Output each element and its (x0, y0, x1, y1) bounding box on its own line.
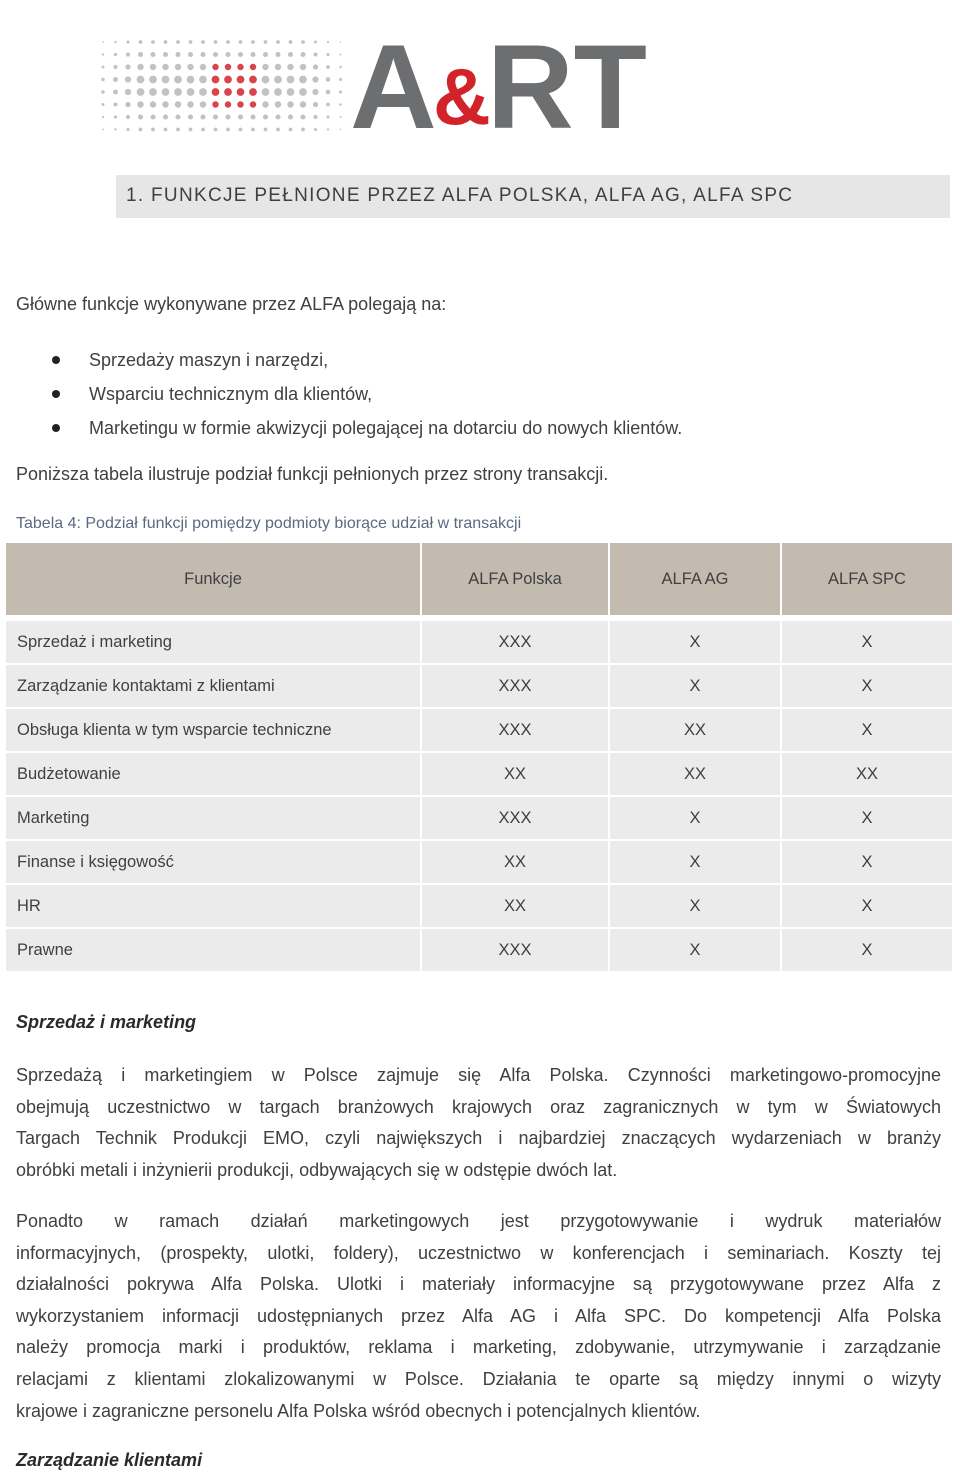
responsibility-cell: X (781, 664, 953, 708)
table-row (5, 708, 953, 752)
logo-dot (126, 52, 130, 56)
table-body (5, 616, 953, 972)
company-logo (95, 20, 647, 154)
logo-dot (264, 128, 268, 132)
logo-dot (189, 128, 193, 132)
function-name-cell: Sprzedaż i marketing (5, 620, 421, 664)
logo-dot (137, 88, 145, 96)
logo-dot (300, 101, 306, 107)
functions-table (4, 541, 954, 973)
logo-dot (339, 78, 342, 81)
responsibility-cell: X (609, 796, 781, 840)
intro-text: Główne funkcje wykonywane przez ALFA polegają na: (16, 294, 447, 314)
table-row (5, 884, 953, 928)
responsibility-cell: X (609, 840, 781, 884)
logo-dot (187, 101, 193, 107)
logo-dot (237, 88, 245, 96)
logo-dot (263, 114, 268, 119)
logo-dot (262, 76, 270, 84)
column-header: ALFA SPC (781, 542, 953, 616)
logo-dot (162, 101, 168, 107)
logo-dot (213, 52, 218, 57)
logo-dot (327, 41, 329, 43)
responsibility-cell: XXX (421, 796, 609, 840)
logo-dot (125, 76, 131, 82)
logo-dot (250, 52, 255, 57)
logo-dot (237, 64, 243, 70)
responsibility-cell: X (781, 708, 953, 752)
logo-dot (264, 40, 268, 44)
logo-dot (225, 64, 231, 70)
section-title-client-management: Zarządzanie klientami (16, 1450, 203, 1470)
logo-dot (340, 129, 342, 131)
logo-dot (339, 116, 341, 118)
logo-dot (276, 128, 280, 132)
logo-dot (101, 90, 104, 93)
responsibility-cell: X (781, 620, 953, 664)
logo-dot (314, 40, 317, 43)
logo-dot (299, 88, 307, 96)
logo-dot (126, 128, 129, 131)
logo-dot (137, 101, 143, 107)
function-name-cell: Zarządzanie kontaktami z klientami (5, 664, 421, 708)
logo-dot (289, 40, 293, 44)
logo-dot (164, 40, 168, 44)
bullet-icon (52, 356, 60, 364)
responsibility-cell: XX (609, 752, 781, 796)
logo-dot (126, 115, 130, 119)
logo-dot (251, 40, 255, 44)
table-row (5, 928, 953, 972)
function-name-cell: HR (5, 884, 421, 928)
logo-dot (263, 52, 268, 57)
logo-dot (176, 40, 180, 44)
logo-dot (262, 64, 268, 70)
logo-dot (238, 114, 243, 119)
logo-dot (224, 76, 232, 84)
logo-dot (102, 53, 104, 55)
logo-dot (113, 77, 118, 82)
logo-dot (224, 88, 232, 96)
logo-dot (250, 64, 256, 70)
logo-dot (113, 65, 117, 69)
logo-dot (313, 115, 317, 119)
responsibility-cell: XXX (421, 620, 609, 664)
responsibility-cell: X (781, 796, 953, 840)
responsibility-cell: X (781, 884, 953, 928)
logo-dot (102, 41, 104, 43)
logo-dot (326, 90, 331, 95)
logo-dot (250, 114, 255, 119)
responsibility-cell: X (781, 928, 953, 972)
logo-dot (300, 52, 305, 57)
logo-dot (212, 101, 218, 107)
logo-dot (187, 88, 195, 96)
column-header: ALFA Polska (421, 542, 609, 616)
logo-dot (288, 114, 293, 119)
logo-dot (163, 52, 168, 57)
logo-dot (150, 52, 155, 57)
logo-dot (174, 76, 182, 84)
table-row (5, 840, 953, 884)
logo-dot (225, 52, 230, 57)
logo-dot (313, 64, 318, 69)
function-name-cell: Budżetowanie (5, 752, 421, 796)
logo-dot (299, 76, 307, 84)
section-heading: 1. FUNKCJE PEŁNIONE PRZEZ ALFA POLSKA, ALFA AG, ALFA SPC (126, 185, 794, 206)
logo-dot (102, 116, 104, 118)
logo-dot (149, 88, 157, 96)
table-caption: Tabela 4: Podział funkcji pomiędzy podmioty biorące udział w transakcji (16, 515, 522, 532)
logo-dot (125, 64, 130, 69)
logo-dot-pattern (101, 40, 342, 131)
logo-dot (300, 114, 305, 119)
table-row (5, 796, 953, 840)
logo-dot (150, 101, 156, 107)
logo-dot (114, 128, 116, 130)
logo-dot (151, 128, 155, 132)
logo-dot (339, 53, 341, 55)
logo-dot (339, 103, 342, 106)
logo-dot (326, 103, 330, 107)
logo-dot (326, 65, 330, 69)
logo-dot (212, 64, 218, 70)
logo-dot (312, 76, 318, 82)
logo-dot (200, 64, 206, 70)
logo-letter-a: A (350, 20, 437, 154)
logo-dot (125, 89, 131, 95)
logo-dot (200, 114, 205, 119)
logo-dot (139, 40, 143, 44)
responsibility-cell: XX (421, 884, 609, 928)
functions-bullet-list (52, 343, 682, 445)
logo-dot (287, 76, 295, 84)
bullet-icon (52, 424, 60, 432)
section-heading-bar (116, 175, 950, 218)
list-item: Wsparciu technicznym dla klientów, (52, 377, 682, 411)
logo-dot (174, 88, 182, 96)
logo-dot (175, 64, 181, 70)
logo-dot (114, 53, 117, 56)
logo-dot (199, 88, 207, 96)
logo-dot (102, 129, 104, 131)
logo-dot (175, 52, 180, 57)
responsibility-cell: XX (421, 752, 609, 796)
logo-dot (301, 128, 305, 132)
logo-dot (237, 76, 245, 84)
logo-dot (139, 128, 143, 132)
logo-dot (126, 40, 129, 43)
logo-dot (150, 114, 155, 119)
logo-dot (102, 66, 105, 69)
logo-letters-rt: RT (487, 20, 647, 154)
logo-dot (214, 40, 218, 44)
logo-dot (213, 114, 218, 119)
logo-dot (125, 102, 130, 107)
logo-dot (300, 64, 306, 70)
logo-dot (137, 76, 145, 84)
logo-dot (275, 52, 280, 57)
logo-dot (114, 115, 117, 118)
logo-dot (137, 64, 143, 70)
logo-dot (201, 40, 205, 44)
logo-dot (199, 76, 207, 84)
logo-dot (249, 88, 257, 96)
responsibility-cell: XX (781, 752, 953, 796)
logo-dot (150, 64, 156, 70)
logo-dot (238, 52, 243, 57)
function-name-cell: Prawne (5, 928, 421, 972)
logo-dot (262, 101, 268, 107)
function-name-cell: Finanse i księgowość (5, 840, 421, 884)
logo-dot (162, 64, 168, 70)
logo-dot (114, 41, 116, 43)
logo-dot (274, 88, 282, 96)
logo-dot (138, 114, 143, 119)
logo-dot (226, 40, 230, 44)
logo-dot (187, 76, 195, 84)
paragraph-sales-1: Sprzedażą i marketingiem w Polsce zajmuje się Alfa Polska. Czynności marketingowo-promocyjne obejmują uczestnictwo w targach branżowych krajowych oraz zagranicznych w tym w Światowych Targach Technik Produkcji EMO, czyli największych i najbardziej znaczących wydarzeniach w branży obróbki metali i inżynierii produkcji, odbywających się w odstępie dwóch lat. (16, 1065, 941, 1180)
logo-dot (312, 89, 318, 95)
paragraph-sales-2: Ponadto w ramach działań marketingowych jest przygotowywanie i wydruk materiałów informacyjnych, (prospekty, ulotki, foldery), uczestnictwo w konferencjach i seminariach. Koszty tej działalności pokrywa Alfa Polska. Ulotki i materiały informacyjne są przygotowywane przez Alfa z wykorzystaniem informacji udostępnianych przez Alfa AG i Alfa SPC. Do kompetencji Alfa Polska należy promocja marki i produktów, reklama i marketing, zdobywanie, utrzymywanie i zarządzanie relacjami z klientami zlokalizowanymi w Polsce. Działania te oparte są między innymi o wizyty krajowe i zagraniczne personelu Alfa Polska wśród obecnych i potencjalnych klientów. (16, 1211, 941, 1421)
logo-dot (288, 52, 293, 57)
list-item: Sprzedaży maszyn i narzędzi, (52, 343, 682, 377)
logo-dot (326, 77, 331, 82)
logo-dot (326, 53, 329, 56)
logo-dot (225, 101, 231, 107)
logo-dot (201, 128, 205, 132)
logo-dot (175, 101, 181, 107)
logo-dot (275, 64, 281, 70)
responsibility-cell: X (609, 664, 781, 708)
responsibility-cell: X (609, 620, 781, 664)
table-row (5, 620, 953, 664)
logo-dot (149, 76, 157, 84)
logo-dot (101, 78, 104, 81)
logo-dot (163, 114, 168, 119)
logo-dot (287, 101, 293, 107)
logo-dot (176, 128, 180, 132)
table-intro-text: Poniższa tabela ilustruje podział funkcji pełnionych przez strony transakcji. (16, 464, 609, 484)
responsibility-cell: XXX (421, 928, 609, 972)
logo-dot (212, 76, 220, 84)
logo-dot (151, 40, 155, 44)
logo-dot (274, 76, 282, 84)
logo-dot (200, 52, 205, 57)
logo-dot (162, 88, 170, 96)
logo-dot (113, 102, 117, 106)
table-row (5, 752, 953, 796)
logo-dot (249, 76, 257, 84)
logo-dot (226, 128, 230, 132)
logo-dot (340, 41, 342, 43)
logo-dot (262, 88, 270, 96)
responsibility-cell: X (609, 928, 781, 972)
logo-dot (162, 76, 170, 84)
logo-dot (276, 40, 280, 44)
logo-dot (326, 115, 329, 118)
table-row (5, 664, 953, 708)
logo-dot (200, 101, 206, 107)
logo-dot (251, 128, 255, 132)
logo-dot (175, 114, 180, 119)
table-header-row (5, 542, 953, 616)
logo-dot (314, 128, 317, 131)
logo-dot (164, 128, 168, 132)
logo-dot (275, 114, 280, 119)
logo-dot (313, 102, 318, 107)
logo-dot (237, 101, 243, 107)
responsibility-cell: XX (609, 708, 781, 752)
logo-dot (289, 128, 293, 132)
logo-dot (287, 64, 293, 70)
responsibility-cell: X (781, 840, 953, 884)
column-header: ALFA AG (609, 542, 781, 616)
logo-dot (188, 114, 193, 119)
logo-dot (339, 66, 342, 69)
logo-dot (214, 128, 218, 132)
responsibility-cell: XXX (421, 708, 609, 752)
logo-ampersand: & (433, 52, 491, 141)
list-item: Marketingu w formie akwizycji polegającej na dotarciu do nowych klientów. (52, 411, 682, 445)
logo-dot (327, 128, 329, 130)
logo-dot (102, 103, 105, 106)
logo-dot (189, 40, 193, 44)
function-name-cell: Marketing (5, 796, 421, 840)
logo-dot (339, 90, 342, 93)
logo-dot (287, 88, 295, 96)
column-header: Funkcje (5, 542, 421, 616)
logo-dot (138, 52, 143, 57)
logo-dot (187, 64, 193, 70)
logo-dot (225, 114, 230, 119)
section-title-sales: Sprzedaż i marketing (16, 1012, 197, 1032)
responsibility-cell: XXX (421, 664, 609, 708)
logo-dot (301, 40, 305, 44)
responsibility-cell: XX (421, 840, 609, 884)
logo-dot (239, 40, 243, 44)
logo-dot (212, 88, 220, 96)
logo-dot (250, 101, 256, 107)
bullet-icon (52, 390, 60, 398)
logo-dot (239, 128, 243, 132)
logo-dot (113, 90, 118, 95)
logo-dot (188, 52, 193, 57)
function-name-cell: Obsługa klienta w tym wsparcie techniczne (5, 708, 421, 752)
responsibility-cell: X (609, 884, 781, 928)
logo-dot (275, 101, 281, 107)
logo-dot (313, 52, 317, 56)
